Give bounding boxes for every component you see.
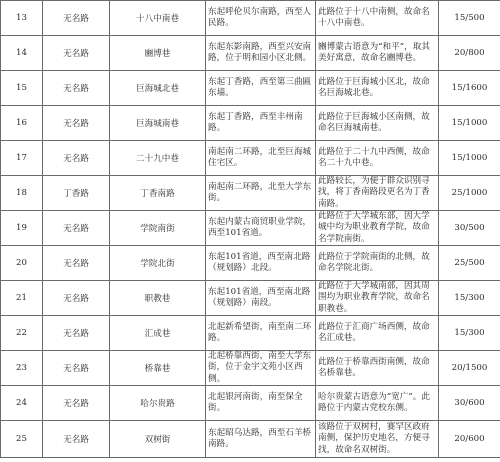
location-cell: 东起101省道，西至南北路（规划路）南段。 <box>206 281 316 316</box>
naming-origin-cell: 此路较长，为便于群众识别寻找，将丁香南路段更名为丁香南路。 <box>316 176 439 211</box>
original-name-cell: 无名路 <box>43 71 110 106</box>
table-row <box>1 1 500 36</box>
original-name-cell: 无名路 <box>43 351 110 386</box>
naming-origin-cell: 此路位于桥靠西街南侧，故命名桥靠巷。 <box>316 351 439 386</box>
naming-origin-cell: 此路位于大学城东部，因大学城中均为职业教育学院，故命名学院南街。 <box>316 211 439 246</box>
naming-origin-cell: 此路位于十八中南侧，故命名十八中南巷。 <box>316 1 439 36</box>
location-cell: 北起新希望街，南至南二环路。 <box>206 316 316 351</box>
scale-cell: 20/800 <box>439 36 500 71</box>
original-name-cell: 无名路 <box>43 141 110 176</box>
original-name-cell: 无名路 <box>43 106 110 141</box>
table-row <box>1 36 500 71</box>
new-name-cell: 职教巷 <box>110 281 206 316</box>
row-number-cell: 15 <box>1 71 43 106</box>
row-number-cell: 20 <box>1 246 43 281</box>
new-name-cell: 学院南街 <box>110 211 206 246</box>
row-number-cell: 17 <box>1 141 43 176</box>
scale-cell: 15/300 <box>439 281 500 316</box>
location-cell: 东起丁香路，西至丰州南路。 <box>206 106 316 141</box>
location-cell: 东起呼伦贝尔南路，西至人民路。 <box>206 1 316 36</box>
scale-cell: 20/1500 <box>439 351 500 386</box>
table-row <box>1 176 500 211</box>
row-number-cell: 14 <box>1 36 43 71</box>
new-name-cell: 十八中南巷 <box>110 1 206 36</box>
original-name-cell: 丁香路 <box>43 176 110 211</box>
table-row <box>1 246 500 281</box>
row-number-cell: 25 <box>1 421 43 458</box>
table-row <box>1 316 500 351</box>
new-name-cell: 巨海城南巷 <box>110 106 206 141</box>
scale-cell: 30/600 <box>439 386 500 421</box>
scale-cell: 15/1000 <box>439 141 500 176</box>
table-row <box>1 106 500 141</box>
location-cell: 东起内蒙古商贸职业学院，西至101省道。 <box>206 211 316 246</box>
new-name-cell: 豳博巷 <box>110 36 206 71</box>
new-name-cell: 汇成巷 <box>110 316 206 351</box>
original-name-cell: 无名路 <box>43 316 110 351</box>
row-number-cell: 23 <box>1 351 43 386</box>
new-name-cell: 二十九中巷 <box>110 141 206 176</box>
original-name-cell: 无名路 <box>43 421 110 458</box>
original-name-cell: 无名路 <box>43 386 110 421</box>
original-name-cell: 无名路 <box>43 1 110 36</box>
location-cell: 南起南二环路，北至大学东街。 <box>206 176 316 211</box>
naming-origin-cell: 哈尔贵蒙古语意为“宽广”。此路位于内蒙古党校东侧。 <box>316 386 439 421</box>
new-name-cell: 丁香南路 <box>110 176 206 211</box>
naming-origin-cell: 此路位于学院南街的北侧，故命名学院北街。 <box>316 246 439 281</box>
naming-origin-cell: 此路位于巨海城小区北，故命名巨海城北巷。 <box>316 71 439 106</box>
scale-cell: 25/1000 <box>439 176 500 211</box>
row-number-cell: 13 <box>1 1 43 36</box>
naming-origin-cell: 该路位于双树村，赛罕区政府南侧，保护历史地名，方便寻找，故命名双树街。 <box>316 421 439 458</box>
table-row <box>1 351 500 386</box>
original-name-cell: 无名路 <box>43 211 110 246</box>
location-cell: 南起南二环路，北至巨海城住宅区。 <box>206 141 316 176</box>
original-name-cell: 无名路 <box>43 36 110 71</box>
location-cell: 东起东影南路，西至兴安南路，位于明和园小区北侧。 <box>206 36 316 71</box>
location-cell: 北起桥靠西街，南至大学东街，位于金宇文苑小区西侧。 <box>206 351 316 386</box>
row-number-cell: 19 <box>1 211 43 246</box>
row-number-cell: 24 <box>1 386 43 421</box>
new-name-cell: 哈尔贵路 <box>110 386 206 421</box>
naming-origin-cell: 此路位于汇商广场西侧，故命名汇成巷。 <box>316 316 439 351</box>
new-name-cell: 学院北街 <box>110 246 206 281</box>
table-row <box>1 71 500 106</box>
scale-cell: 15/1000 <box>439 106 500 141</box>
new-name-cell: 双树街 <box>110 421 206 458</box>
location-cell: 东起丁香路，西至第三曲匾东墙。 <box>206 71 316 106</box>
scale-cell: 15/300 <box>439 316 500 351</box>
naming-origin-cell: 豳博蒙古语意为“和平”，取其美好寓意，故命名豳博巷。 <box>316 36 439 71</box>
location-cell: 东起昭乌达路，西至石羊桥南路。 <box>206 421 316 458</box>
scale-cell: 20/600 <box>439 421 500 458</box>
table-row <box>1 211 500 246</box>
scale-cell: 25/500 <box>439 246 500 281</box>
naming-origin-cell: 此路位于二十九中西侧，故命名二十九中巷。 <box>316 141 439 176</box>
scale-cell: 15/1600 <box>439 71 500 106</box>
new-name-cell: 巨海城北巷 <box>110 71 206 106</box>
location-cell: 北起银河南街，南至保全街。 <box>206 386 316 421</box>
naming-origin-cell: 此路位于大学城南部，因其周围均为职业教育学院，故命名职教巷。 <box>316 281 439 316</box>
table-row <box>1 281 500 316</box>
row-number-cell: 22 <box>1 316 43 351</box>
row-number-cell: 21 <box>1 281 43 316</box>
table-row <box>1 421 500 458</box>
row-number-cell: 16 <box>1 106 43 141</box>
row-number-cell: 18 <box>1 176 43 211</box>
new-name-cell: 桥靠巷 <box>110 351 206 386</box>
scale-cell: 15/500 <box>439 1 500 36</box>
location-cell: 东起101省道，西至南北路（规划路）北段。 <box>206 246 316 281</box>
table-row <box>1 386 500 421</box>
naming-origin-cell: 此路位于巨海城小区南侧，故命名巨海城南巷。 <box>316 106 439 141</box>
original-name-cell: 无名路 <box>43 281 110 316</box>
original-name-cell: 无名路 <box>43 246 110 281</box>
scale-cell: 30/500 <box>439 211 500 246</box>
table-row <box>1 141 500 176</box>
